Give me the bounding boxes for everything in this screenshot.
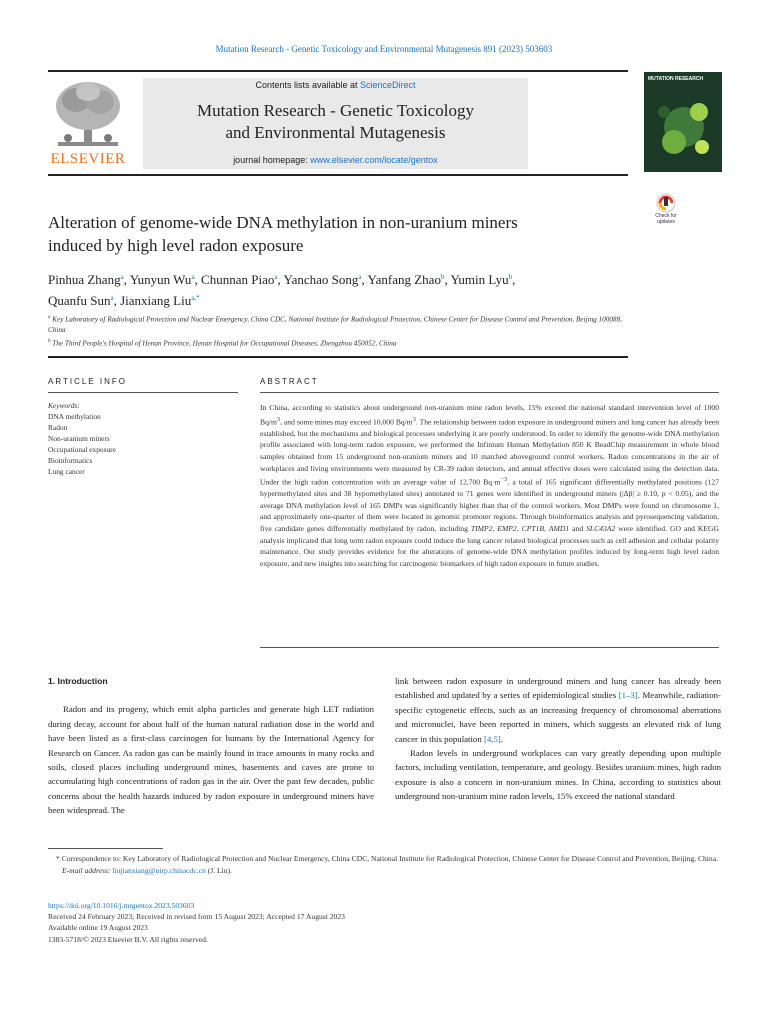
correspondence-footnote xyxy=(48,853,728,876)
author[interactable]: Yunyun Wu$^a$, xyxy=(129,272,202,287)
journal-title-line2: and Environmental Mutagenesis xyxy=(225,123,446,142)
affiliation-a: $^a$ Key Laboratory of Radiological Protection and Nuclear Emergency, China CDC, National Institute for Radiological Protection, Chinese Center for Disease Control and Prevention, Beijing 100088, China xyxy=(48,315,622,335)
available-online: Available online 19 August 2023 xyxy=(48,923,148,933)
copyright: 1383-5718/© 2023 Elsevier B.V. All rights reserved. xyxy=(48,934,208,944)
keyword: DNA methylation xyxy=(48,412,101,421)
affiliation-b: $^b$ The Third People's Hospital of Henan Province, Henan Hospital for Occupational Diseases, Zhengzhou 450052, China xyxy=(48,339,397,348)
reference-link[interactable]: [4,5] xyxy=(483,733,501,744)
intro-paragraph: Radon levels in underground workplaces can vary greatly depending upon multiple factors, including ventilation, temperature, and geology. Besides uranium mines, high radon exposure is also a concern in non-uranium mines. In China, according to statistics about underground non-uranium mine radon levels, 15% exceed the national standard xyxy=(395,748,721,802)
journal-homepage xyxy=(143,155,528,165)
intro-left-column xyxy=(48,674,374,818)
header-top-rule xyxy=(48,70,628,72)
author-email-link[interactable]: liujianxiang@nirp.chinacdc.cn xyxy=(112,865,206,875)
homepage-link[interactable]: www.elsevier.com/locate/gentox xyxy=(310,155,438,165)
author[interactable]: Chunnan Piao$^a$, xyxy=(201,272,284,287)
abstract-body xyxy=(260,402,719,569)
journal-title-line1: Mutation Research - Genetic Toxicology xyxy=(196,101,475,120)
homepage-prefix: journal homepage: xyxy=(233,155,311,165)
author[interactable]: Yanfang Zhao$^b$, xyxy=(367,272,451,287)
intro-right-column xyxy=(395,674,721,804)
keywords-box xyxy=(48,400,238,477)
keyword: Occupational exposure xyxy=(48,445,116,454)
article-info-label: ARTICLE INFO xyxy=(48,377,127,386)
cover-title: MUTATION RESEARCH xyxy=(648,76,704,82)
reference-link[interactable]: [1–3] xyxy=(618,690,638,701)
contents-line xyxy=(143,80,528,90)
journal-cover-image[interactable] xyxy=(644,72,722,172)
check-for-updates-label: Check for updates xyxy=(655,213,677,225)
correspondence-text: * Correspondence to: Key Laboratory of Radiological Protection and Nuclear Emergency, China CDC, National Institute for Radiological Protection, Chinese Center for Disease Control and Prevention, Beijing, China. xyxy=(56,854,718,863)
author[interactable]: Yanchao Song$^a$, xyxy=(283,272,368,287)
article-meta xyxy=(48,900,728,945)
journal-title xyxy=(143,100,528,144)
journal-citation[interactable]: Mutation Research - Genetic Toxicology and Environmental Mutagenesis 891 (2023) 503603 xyxy=(215,44,553,54)
keywords-heading: Keywords: xyxy=(48,401,80,410)
article-title xyxy=(48,211,608,257)
author[interactable]: Pinhua Zhang$^a$, xyxy=(48,272,130,287)
doi-link[interactable]: https://doi.org/10.1016/j.mrgentox.2023.503603 xyxy=(48,901,195,910)
contents-prefix: Contents lists available at xyxy=(255,80,361,90)
email-line: E-mail address: liujianxiang@nirp.chinacdc.cn (J. Liu). xyxy=(62,865,232,875)
abstract-bottom-rule xyxy=(260,647,719,648)
intro-paragraph: Radon and its progeny, which emit alpha particles and generate high LET radiation during decay, account for about half of the human natural radiation dose in the world and have been listed as a first-class carcinogen for humans by the International Agency for Research on Cancer. As radon gas can be mainly found in trace amounts in many rocks and soils, closed places including underground mines, basements and caves are prone to accumulating high concentrations of radon gas in the air. Over the past few decades, public concerns about the health hazards induced by radon exposure in underground miners have been widespread. The xyxy=(48,704,374,816)
footnote-rule xyxy=(48,848,163,849)
abstract-rule xyxy=(260,392,719,393)
affiliations xyxy=(48,312,638,350)
title-line2: induced by high level radon exposure xyxy=(48,236,304,255)
abstract-paragraph: In China, according to statistics about underground non-uranium mine radon levels, 15% exceed the national standard intervention level of 1000 $Bq/m^3$, and some mines may exceed 10,000 $Bq/m^3$. The relationship between radon exposure in underground miners and lung cancer has already been established, but the mechanisms and biological processes underlying it are poorly understood. In order to identify the genome-wide DNA methylation profile associated with long-term radon exposure, we performed the Infinium Human Methylation 850 K BeadChip measurement in whole blood samples obtained from 15 underground non-uranium miners and 10 matched aboveground control workers. Radon concentrations in the air of workplaces and living environments were measured by CR-39 radon detectors, and annual effective doses were calculated using the detection data. Under the high radon concentration with an average value of 12,700 $Bq\cdot m^{-3}$, a total of 165 significant differentially methylated positions (127 hypermethylated sites and 38 hypomethylated sites) annotated to 71 genes were identified in underground miners (|Δβ| ≥ 0.10, p < 0.05), and the average DNA methylation level of 165 DMPs was significantly higher than that of the control workers. Most DMPs were found on chromosome 1, and approximately one-quarter of them were located in genomic promoter regions. Through bioinformatics analysis and pyrosequencing validation, five candidate genes differentially methylated by radon, including TIMP2, EMP2, CPT1B, AMD1 and SLC43A2 were identified. GO and KEGG analysis implicated that long term radon exposure could induce the lung cancer related biological processes such as cell adhesion and cellular polarity maintenance. Our study provides evidence for the alterations of genome-wide DNA methylation profiles induced by long-term high level radon exposure, and new insights into searching for carcinogenic biomarkers of high radon exposure in future studies. xyxy=(260,403,720,568)
publisher-wordmark: ELSEVIER xyxy=(50,151,126,167)
intro-heading: 1. Introduction xyxy=(48,676,108,686)
received-dates: Received 24 February 2023; Received in revised form 15 August 2023; Accepted 17 August 2023 xyxy=(48,912,345,922)
author[interactable]: Jianxiang Liu$^{a,*}$ xyxy=(120,293,200,308)
check-for-updates-button[interactable] xyxy=(646,192,686,230)
keyword: Bioinformatics xyxy=(48,456,93,465)
keyword: Lung cancer xyxy=(48,467,85,476)
keyword: Radon xyxy=(48,423,68,432)
keyword: Non-uranium miners xyxy=(48,434,110,443)
author-list xyxy=(48,268,638,310)
title-line1: Alteration of genome-wide DNA methylation in non-uranium miners xyxy=(48,213,518,232)
intro-paragraph: link between radon exposure in underground miners and lung cancer has already been established and updated by a series of epidemiological studies [1–3]. Meanwhile, radiation-specific cytogenetic effects, such as an increasing frequency of chromosomal aberrations and micronuclei, have been reported in miners, which suggests an elevated risk of lung cancer in this population [4,5]. xyxy=(395,676,721,744)
abstract-label: ABSTRACT xyxy=(260,377,319,386)
affiliation-rule xyxy=(48,356,628,358)
author[interactable]: Quanfu Sun$^a$, xyxy=(48,293,121,308)
header-bottom-rule xyxy=(48,174,628,176)
author[interactable]: Yumin Lyu$^b$, xyxy=(450,272,516,287)
article-info-rule xyxy=(48,392,238,393)
sciencedirect-link[interactable]: ScienceDirect xyxy=(360,80,416,90)
